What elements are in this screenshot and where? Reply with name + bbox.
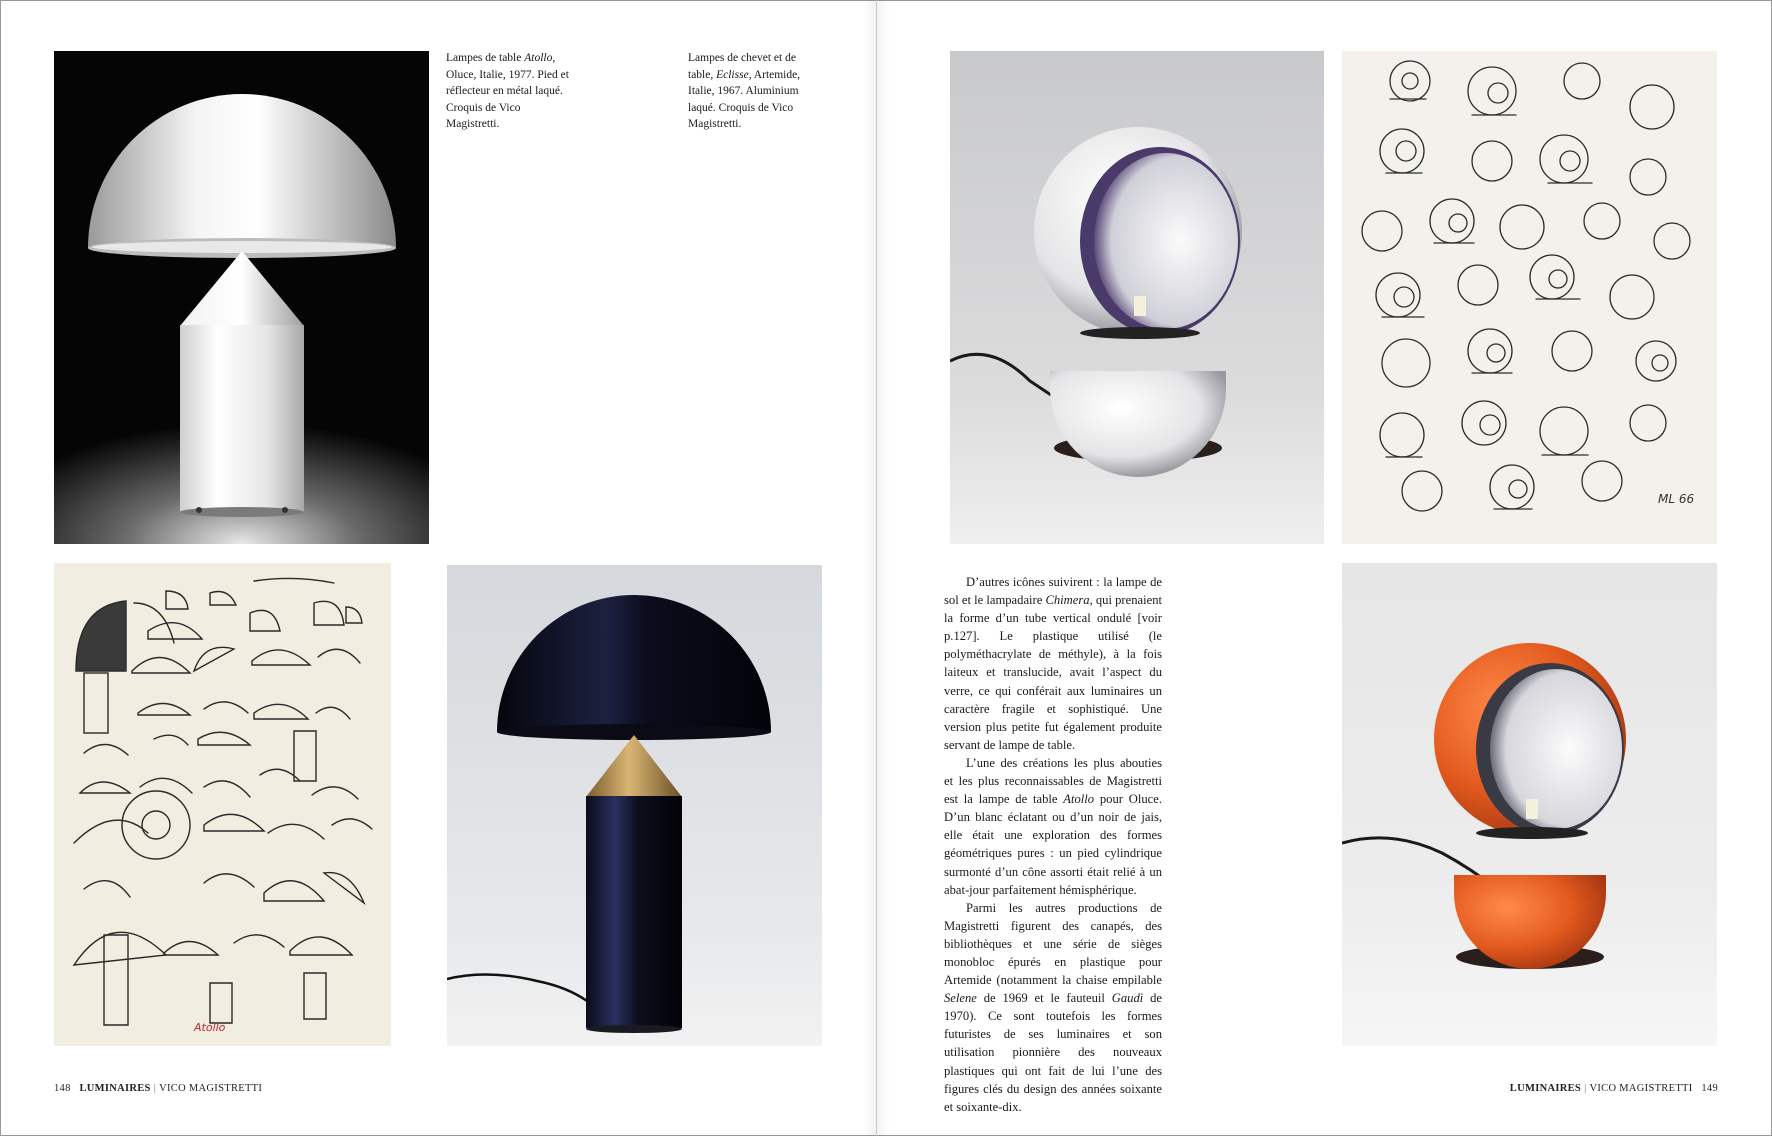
photo-atollo-black	[447, 565, 822, 1046]
photo-atollo-white	[54, 51, 429, 544]
sketch-signature-eclisse: ML 66	[1658, 492, 1695, 506]
photo-eclisse-orange	[1342, 563, 1717, 1046]
paragraph-2: L’une des créations les plus abouties et les plus reconnaissables de Magistretti est la lampe de table Atollo pour Oluce. D’un blanc éclatant ou d’un noir de jais, elle était une exploration des formes géométriques pures : un pied cylindrique surmonté d’un cône assorti était relié à un abat-jour parfaitement hémisphérique.	[944, 755, 1163, 897]
paragraph-3: Parmi les autres productions de Magistretti figurent des canapés, des bibliothèques et une série de sièges monobloc épurés en plastique pour Artemide (notamment la chaise empilable Selene de 1969 et le fauteuil Gaudì de 1970). Ce sont toutefois les formes futuristes de ses luminaires et son utilisation pionnière des nouveaux plastiques qui ont fait de lui l’une des figures clés du design des années soixante et soixante-dix.	[944, 900, 1162, 1114]
caption-eclisse: Lampes de chevet et de table, Eclisse, Artemide, Italie, 1967. Aluminium laqué. Croquis de Vico Magistretti.	[688, 52, 801, 130]
sketch-signature-atollo: Atollo	[194, 1021, 226, 1034]
book-gutter	[876, 0, 877, 1136]
footer-section-right: LUMINAIRES	[1509, 1083, 1582, 1094]
page-number-right: 149	[1701, 1083, 1718, 1094]
footer-right: LUMINAIRES | VICO MAGISTRETTI 149	[1509, 1083, 1718, 1094]
photo-eclisse-white	[950, 51, 1324, 544]
sketch-atollo	[54, 563, 391, 1046]
paragraph-1: D’autres icônes suivirent : la lampe de sol et le lampadaire Chimera, qui prenaient la forme d’un tube vertical ondulé [voir p.127]. Le plastique utilisé (le polyméthacrylate de méthyle), à la fois laiteux et translucide, avait l’aspect du verre, ce qui conférait aux luminaires un caractère fragile et sophistiqué. Une version plus petite fut également produite servant de lampe de table.	[944, 575, 1162, 752]
footer-author-left: VICO MAGISTRETTI	[159, 1083, 263, 1094]
page-number-left: 148	[54, 1083, 71, 1094]
footer-left: 148 LUMINAIRES | VICO MAGISTRETTI	[54, 1083, 263, 1094]
footer-section-left: LUMINAIRES	[79, 1083, 151, 1094]
caption-atollo: Lampes de table Atollo, Oluce, Italie, 1977. Pied et réflecteur en métal laqué. Croquis de Vico Magistretti.	[446, 52, 569, 130]
footer-author-right: VICO MAGISTRETTI	[1589, 1083, 1693, 1094]
sketch-eclisse	[1342, 51, 1717, 544]
body-text	[944, 573, 1162, 1116]
